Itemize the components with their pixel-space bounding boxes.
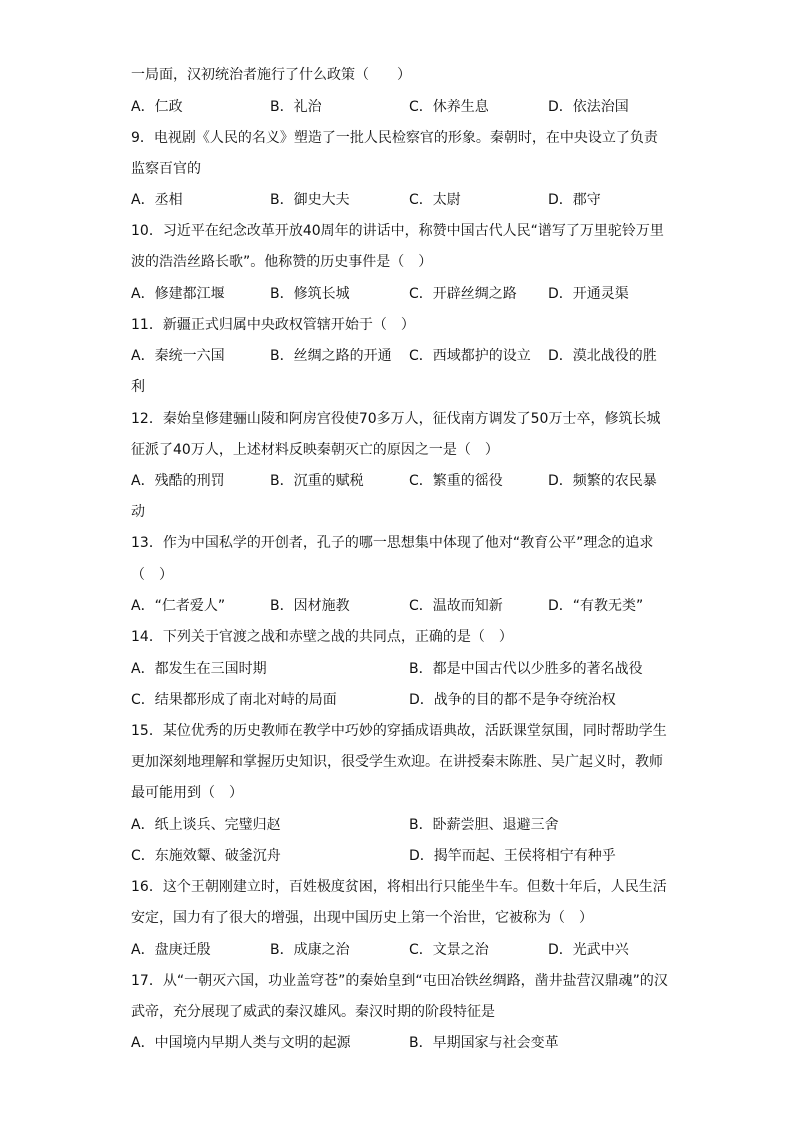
question-15-stem-line-2: 更加深刻地理解和掌握历史知识，很受学生欢迎。在讲授秦末陈胜、吴广起义时，教师 <box>131 754 663 770</box>
option-d: D．开通灵渠 <box>548 286 629 302</box>
option-c: C．温故而知新 <box>409 598 503 614</box>
option-c: C．开辟丝绸之路 <box>409 286 517 302</box>
question-12-stem-line-1: 12．秦始皇修建骊山陵和阿房宫役使70多万人，征伐南方调发了50万士卒，修筑长城 <box>131 411 661 427</box>
question-16-stem-line-1: 16．这个王朝刚建立时，百姓极度贫困，将相出行只能坐牛车。但数十年后，人民生活 <box>131 879 667 895</box>
option-c: C．繁重的徭役 <box>409 473 503 489</box>
question-10-stem-line-1: 10．习近平在纪念改革开放40周年的讲话中，称赞中国古代人民“谱写了万里驼铃万里 <box>131 223 664 239</box>
question-13-stem-line-1: 13．作为中国私学的开创者，孔子的哪一思想集中体现了他对“教育公平”理念的追求 <box>131 535 654 551</box>
option-b: B．成康之治 <box>270 942 350 958</box>
question-14-stem-line-1: 14．下列关于官渡之战和赤壁之战的共同点，正确的是（ ） <box>131 629 513 645</box>
question-12-options <box>131 471 671 491</box>
option-d: D．光武中兴 <box>548 942 629 958</box>
option-c: C．东施效颦、破釜沉舟 <box>131 848 281 864</box>
option-d: D．揭竿而起、王侯将相宁有种乎 <box>409 848 616 864</box>
option-d: D．频繁的农民暴 <box>548 473 657 489</box>
option-a: A．丞相 <box>131 192 183 208</box>
option-b: B．卧薪尝胆、退避三舍 <box>409 817 559 833</box>
question-14-options-row-1 <box>131 659 671 679</box>
option-c: C．休养生息 <box>409 99 489 115</box>
option-a: A．修建都江堰 <box>131 286 225 302</box>
option-b: B．都是中国古代以少胜多的著名战役 <box>409 661 643 677</box>
option-b: B．修筑长城 <box>270 286 350 302</box>
question-16-stem-line-2: 安定，国力有了很大的增强，出现中国历史上第一个治世，它被称为（ ） <box>131 910 593 926</box>
option-a: A．秦统一六国 <box>131 348 225 364</box>
option-d: D．依法治国 <box>548 99 629 115</box>
question-8-options <box>131 97 671 117</box>
option-d: D．郡守 <box>548 192 601 208</box>
question-9-options <box>131 190 671 210</box>
option-d: D．“有教无类” <box>548 598 644 614</box>
question-12-stem-line-2: 征派了40万人，上述材料反映秦朝灭亡的原因之一是（ ） <box>131 442 499 458</box>
option-b: B．早期国家与社会变革 <box>409 1035 559 1051</box>
question-13-stem-line-2: （ ） <box>131 567 173 583</box>
question-16-options <box>131 940 671 960</box>
option-d: D．漠北战役的胜 <box>548 348 657 364</box>
question-15-stem-line-1: 15．某位优秀的历史教师在教学中巧妙的穿插成语典故，活跃课堂氛围，同时帮助学生 <box>131 723 667 739</box>
option-a: A．“仁者爱人” <box>131 598 226 614</box>
option-c: C．太尉 <box>409 192 461 208</box>
option-b: B．沉重的赋税 <box>270 473 364 489</box>
question-9-stem-line-1: 9．电视剧《人民的名义》塑造了一批人民检察官的形象。秦朝时，在中央设立了负责 <box>131 130 658 146</box>
question-15-stem-line-3: 最可能用到（ ） <box>131 785 243 801</box>
option-b: B．礼治 <box>270 99 322 115</box>
question-12-option-d-wrap: 动 <box>131 504 145 520</box>
question-9-stem-line-2: 监察百官的 <box>131 161 201 177</box>
question-11-option-d-wrap: 利 <box>131 379 145 395</box>
option-a: A．盘庚迁殷 <box>131 942 211 958</box>
option-c: C．结果都形成了南北对峙的局面 <box>131 692 337 708</box>
option-a: A．中国境内早期人类与文明的起源 <box>131 1035 351 1051</box>
option-a: A．都发生在三国时期 <box>131 661 267 677</box>
option-b: B．丝绸之路的开通 <box>270 348 392 364</box>
question-10-stem-line-2: 波的浩浩丝路长歌”。他称赞的历史事件是（ ） <box>131 254 433 270</box>
question-15-options-row-1 <box>131 815 671 835</box>
question-11-stem-line-1: 11．新疆正式归属中央政权管辖开始于（ ） <box>131 317 415 333</box>
option-b: B．御史大夫 <box>270 192 350 208</box>
question-17-stem-line-2: 武帝，充分展现了威武的秦汉雄风。秦汉时期的阶段特征是 <box>131 1004 495 1020</box>
question-13-options <box>131 596 671 616</box>
question-14-options-row-2 <box>131 690 671 710</box>
option-a: A．残酷的刑罚 <box>131 473 225 489</box>
option-d: D．战争的目的都不是争夺统治权 <box>409 692 616 708</box>
question-15-options-row-2 <box>131 846 671 866</box>
question-11-options <box>131 346 671 366</box>
question-10-options <box>131 284 671 304</box>
option-b: B．因材施教 <box>270 598 350 614</box>
option-c: C．文景之治 <box>409 942 489 958</box>
option-c: C．西域都护的设立 <box>409 348 531 364</box>
question-17-stem-line-1: 17．从“一朝灭六国，功业盖穹苍”的秦始皇到“屯田冶铁丝绸路，凿井盐营汉鼎魂”的汉 <box>131 973 668 989</box>
option-a: A．仁政 <box>131 99 183 115</box>
question-8-stem-line-2: 一局面，汉初统治者施行了什么政策（ ） <box>131 67 411 83</box>
option-a: A．纸上谈兵、完璧归赵 <box>131 817 281 833</box>
question-17-options-row-1 <box>131 1033 671 1053</box>
